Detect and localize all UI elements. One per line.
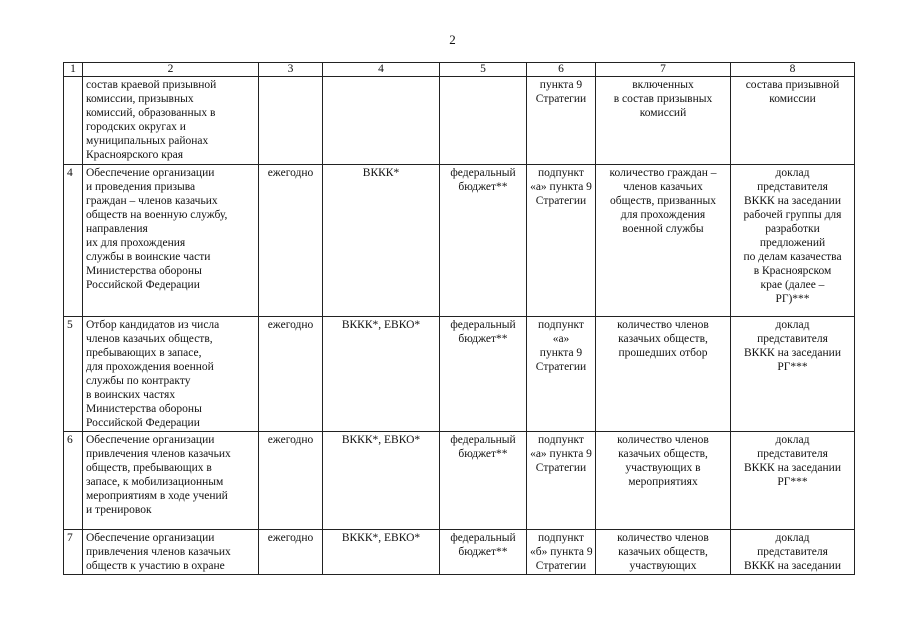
cell-line: Стратегии bbox=[535, 462, 587, 474]
cell-line: «а» пункта 9 bbox=[530, 181, 592, 193]
cell-line: Обеспечение организации bbox=[86, 167, 215, 179]
cell-line: РГ*** bbox=[777, 476, 808, 488]
activity-cell bbox=[83, 317, 259, 432]
cell-line: ВККК*, ЕВКО* bbox=[341, 434, 421, 446]
cell-line: доклад bbox=[775, 532, 810, 544]
executor-cell bbox=[323, 530, 440, 575]
column-header: 5 bbox=[440, 63, 527, 77]
cell-line: ВККК*, ЕВКО* bbox=[341, 319, 421, 331]
page-number: 2 bbox=[449, 32, 456, 47]
cell-line: ВККК на заседании bbox=[744, 462, 841, 474]
cell-line: казачьих обществ, bbox=[618, 546, 708, 558]
cell-line: Стратегии bbox=[535, 560, 587, 572]
cell-line: представителя bbox=[757, 333, 828, 345]
table-row bbox=[64, 77, 855, 165]
strategy-reference-cell bbox=[527, 317, 596, 432]
cell-line: бюджет** bbox=[458, 333, 508, 345]
activity-cell bbox=[83, 77, 259, 165]
cell-line: пребывающих в запасе, bbox=[86, 347, 202, 359]
cell-line: членов казачьих bbox=[623, 181, 703, 193]
strategy-reference-cell bbox=[527, 165, 596, 317]
deadline-cell bbox=[259, 530, 323, 575]
cell-line: Стратегии bbox=[535, 361, 587, 373]
cell-line: участвующих bbox=[629, 560, 697, 572]
indicator-cell bbox=[596, 77, 731, 165]
cell-line: казачьих обществ, bbox=[618, 333, 708, 345]
cell-line: пункта 9 bbox=[539, 79, 583, 91]
indicator-cell bbox=[596, 432, 731, 530]
cell-line: комиссии, призывных bbox=[86, 93, 194, 105]
cell-line: службы в воинские части bbox=[86, 251, 211, 263]
cell-line: Стратегии bbox=[535, 195, 587, 207]
cell-line: казачьих обществ, bbox=[618, 448, 708, 460]
activity-cell bbox=[83, 432, 259, 530]
cell-line: подпункт bbox=[538, 532, 584, 544]
cell-line: включенных bbox=[632, 79, 694, 91]
cell-line: Красноярского края bbox=[86, 149, 183, 161]
cell-line: крае (далее – bbox=[760, 279, 825, 291]
cell-line: федеральный bbox=[450, 319, 516, 331]
funding-cell bbox=[440, 77, 527, 165]
cell-line: их для прохождения bbox=[86, 237, 186, 249]
cell-line: для прохождения bbox=[620, 209, 706, 221]
cell-line: ежегодно bbox=[267, 434, 314, 446]
cell-line: количество членов bbox=[617, 434, 709, 446]
deadline-cell bbox=[259, 432, 323, 530]
cell-line: количество членов bbox=[617, 532, 709, 544]
strategy-reference-cell bbox=[527, 432, 596, 530]
cell-line: «б» пункта 9 bbox=[530, 546, 593, 558]
cell-line: федеральный bbox=[450, 167, 516, 179]
row-number-cell: 7 bbox=[64, 530, 83, 575]
cell-line: представителя bbox=[757, 546, 828, 558]
cell-line: службы по контракту bbox=[86, 375, 191, 387]
table-row bbox=[64, 317, 855, 432]
cell-line: комиссии bbox=[769, 93, 816, 105]
cell-line: обществ к участию в охране bbox=[86, 560, 225, 572]
activity-cell bbox=[83, 165, 259, 317]
table-row bbox=[64, 432, 855, 530]
cell-line: комиссий bbox=[639, 107, 687, 119]
cell-line: доклад bbox=[775, 319, 810, 331]
cell-line: муниципальных районах bbox=[86, 135, 209, 147]
cell-line: представителя bbox=[757, 448, 828, 460]
cell-line: и тренировок bbox=[86, 504, 152, 516]
cell-line: состава призывной bbox=[745, 79, 840, 91]
strategy-reference-cell bbox=[527, 530, 596, 575]
column-header: 6 bbox=[527, 63, 596, 77]
cell-line: ВККК* bbox=[362, 167, 400, 179]
funding-cell bbox=[440, 165, 527, 317]
cell-line: РГ)*** bbox=[775, 293, 810, 305]
cell-line: Обеспечение организации bbox=[86, 532, 215, 544]
cell-line: городских округах и bbox=[86, 121, 186, 133]
cell-line: представителя bbox=[757, 181, 828, 193]
executor-cell bbox=[323, 165, 440, 317]
cell-line: доклад bbox=[775, 434, 810, 446]
cell-line: Отбор кандидатов из числа bbox=[86, 319, 220, 331]
cell-line: доклад bbox=[775, 167, 810, 179]
reporting-cell bbox=[731, 77, 855, 165]
reporting-cell bbox=[731, 530, 855, 575]
indicator-cell bbox=[596, 165, 731, 317]
cell-line: обществ, призванных bbox=[610, 195, 716, 207]
cell-line: и проведения призыва bbox=[86, 181, 196, 193]
reporting-cell bbox=[731, 432, 855, 530]
table-body bbox=[64, 77, 855, 575]
table-row bbox=[64, 165, 855, 317]
cell-line: в Красноярском bbox=[753, 265, 832, 277]
plan-table bbox=[63, 62, 855, 575]
cell-line: РГ*** bbox=[777, 361, 808, 373]
cell-line: мероприятиях bbox=[628, 476, 698, 488]
cell-line: направления bbox=[86, 223, 148, 235]
funding-cell bbox=[440, 317, 527, 432]
cell-line: ежегодно bbox=[267, 532, 314, 544]
executor-cell bbox=[323, 432, 440, 530]
executor-cell bbox=[323, 317, 440, 432]
cell-line: по делам казачества bbox=[743, 251, 842, 263]
cell-line: ежегодно bbox=[267, 319, 314, 331]
cell-line: обществ, пребывающих в bbox=[86, 462, 212, 474]
cell-line: Министерства обороны bbox=[86, 265, 202, 277]
cell-line: ВККК на заседании bbox=[744, 195, 841, 207]
column-number-row bbox=[64, 63, 855, 77]
cell-line: прошедших отбор bbox=[618, 347, 708, 359]
cell-line: для прохождения военной bbox=[86, 361, 214, 373]
cell-line: количество граждан – bbox=[609, 167, 717, 179]
cell-line: Российской Федерации bbox=[86, 417, 200, 429]
cell-line: бюджет** bbox=[458, 448, 508, 460]
deadline-cell bbox=[259, 317, 323, 432]
deadline-cell bbox=[259, 77, 323, 165]
cell-line: привлечения членов казачьих bbox=[86, 546, 231, 558]
executor-cell bbox=[323, 77, 440, 165]
cell-line: ВККК на заседании bbox=[744, 560, 841, 572]
cell-line: Российской Федерации bbox=[86, 279, 200, 291]
reporting-cell bbox=[731, 165, 855, 317]
cell-line: граждан – членов казачьих bbox=[86, 195, 218, 207]
cell-line: ВККК на заседании bbox=[744, 347, 841, 359]
cell-line: обществ на военную службу, bbox=[86, 209, 228, 221]
indicator-cell bbox=[596, 317, 731, 432]
cell-line: подпункт bbox=[538, 319, 584, 331]
column-header: 3 bbox=[259, 63, 323, 77]
cell-line: подпункт bbox=[538, 434, 584, 446]
cell-line: ежегодно bbox=[267, 167, 314, 179]
column-header: 7 bbox=[596, 63, 731, 77]
cell-line: федеральный bbox=[450, 434, 516, 446]
deadline-cell bbox=[259, 165, 323, 317]
cell-line: подпункт bbox=[538, 167, 584, 179]
cell-line: в воинских частях bbox=[86, 389, 176, 401]
cell-line: бюджет** bbox=[458, 181, 508, 193]
cell-line: комиссий, образованных в bbox=[86, 107, 216, 119]
funding-cell bbox=[440, 530, 527, 575]
cell-line: военной службы bbox=[622, 223, 704, 235]
strategy-reference-cell bbox=[527, 77, 596, 165]
cell-line: Министерства обороны bbox=[86, 403, 202, 415]
activity-cell bbox=[83, 530, 259, 575]
cell-line: пункта 9 bbox=[539, 347, 583, 359]
cell-line: «а» bbox=[552, 333, 570, 345]
cell-line: мероприятиям в ходе учений bbox=[86, 490, 228, 502]
column-header: 4 bbox=[323, 63, 440, 77]
indicator-cell bbox=[596, 530, 731, 575]
cell-line: разработки bbox=[765, 223, 820, 235]
cell-line: Стратегии bbox=[535, 93, 587, 105]
cell-line: запасе, к мобилизационным bbox=[86, 476, 224, 488]
cell-line: бюджет** bbox=[458, 546, 508, 558]
cell-line: Обеспечение организации bbox=[86, 434, 215, 446]
reporting-cell bbox=[731, 317, 855, 432]
column-header: 1 bbox=[64, 63, 83, 77]
cell-line: количество членов bbox=[617, 319, 709, 331]
cell-line: в состав призывных bbox=[613, 93, 713, 105]
funding-cell bbox=[440, 432, 527, 530]
column-header: 2 bbox=[83, 63, 259, 77]
column-header: 8 bbox=[731, 63, 855, 77]
cell-line: «а» пункта 9 bbox=[530, 448, 592, 460]
cell-line: состав краевой призывной bbox=[86, 79, 217, 91]
row-number-cell: 6 bbox=[64, 432, 83, 530]
cell-line: предложений bbox=[759, 237, 826, 249]
cell-line: членов казачьих обществ, bbox=[86, 333, 213, 345]
cell-line: ВККК*, ЕВКО* bbox=[341, 532, 421, 544]
row-number-cell: 4 bbox=[64, 165, 83, 317]
cell-line: федеральный bbox=[450, 532, 516, 544]
row-number-cell bbox=[64, 77, 83, 165]
cell-line: привлечения членов казачьих bbox=[86, 448, 231, 460]
row-number-cell: 5 bbox=[64, 317, 83, 432]
cell-line: участвующих в bbox=[625, 462, 701, 474]
cell-line: рабочей группы для bbox=[743, 209, 842, 221]
table-row bbox=[64, 530, 855, 575]
